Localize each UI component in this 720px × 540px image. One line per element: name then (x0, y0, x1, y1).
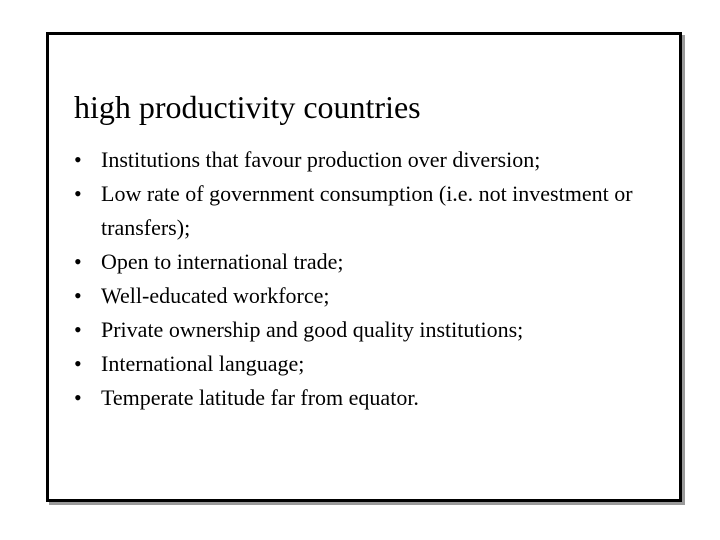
bullet-item (74, 143, 664, 177)
bullet-dot-icon: • (74, 317, 82, 342)
bullet-item (74, 245, 664, 279)
bullet-item (74, 381, 664, 415)
slide-frame (46, 32, 682, 502)
bullet-text: Private ownership and good quality institutions; (101, 317, 524, 342)
bullet-text: International language; (101, 351, 305, 376)
bullet-item (74, 313, 664, 347)
bullet-text: Temperate latitude far from equator. (101, 385, 419, 410)
bullet-text: Well-educated workforce; (101, 283, 330, 308)
bullet-item (74, 347, 664, 381)
slide-title: high productivity countries (74, 89, 421, 125)
bullet-dot-icon: • (74, 181, 82, 206)
bullet-list (74, 143, 664, 415)
bullet-text: Low rate of government consumption (i.e. not investment or transfers); (101, 181, 633, 240)
bullet-dot-icon: • (74, 385, 82, 410)
bullet-item (74, 177, 664, 245)
bullet-dot-icon: • (74, 249, 82, 274)
bullet-text: Institutions that favour production over diversion; (101, 147, 541, 172)
bullet-dot-icon: • (74, 283, 82, 308)
bullet-dot-icon: • (74, 351, 82, 376)
bullet-item (74, 279, 664, 313)
bullet-dot-icon: • (74, 147, 82, 172)
bullet-text: Open to international trade; (101, 249, 344, 274)
